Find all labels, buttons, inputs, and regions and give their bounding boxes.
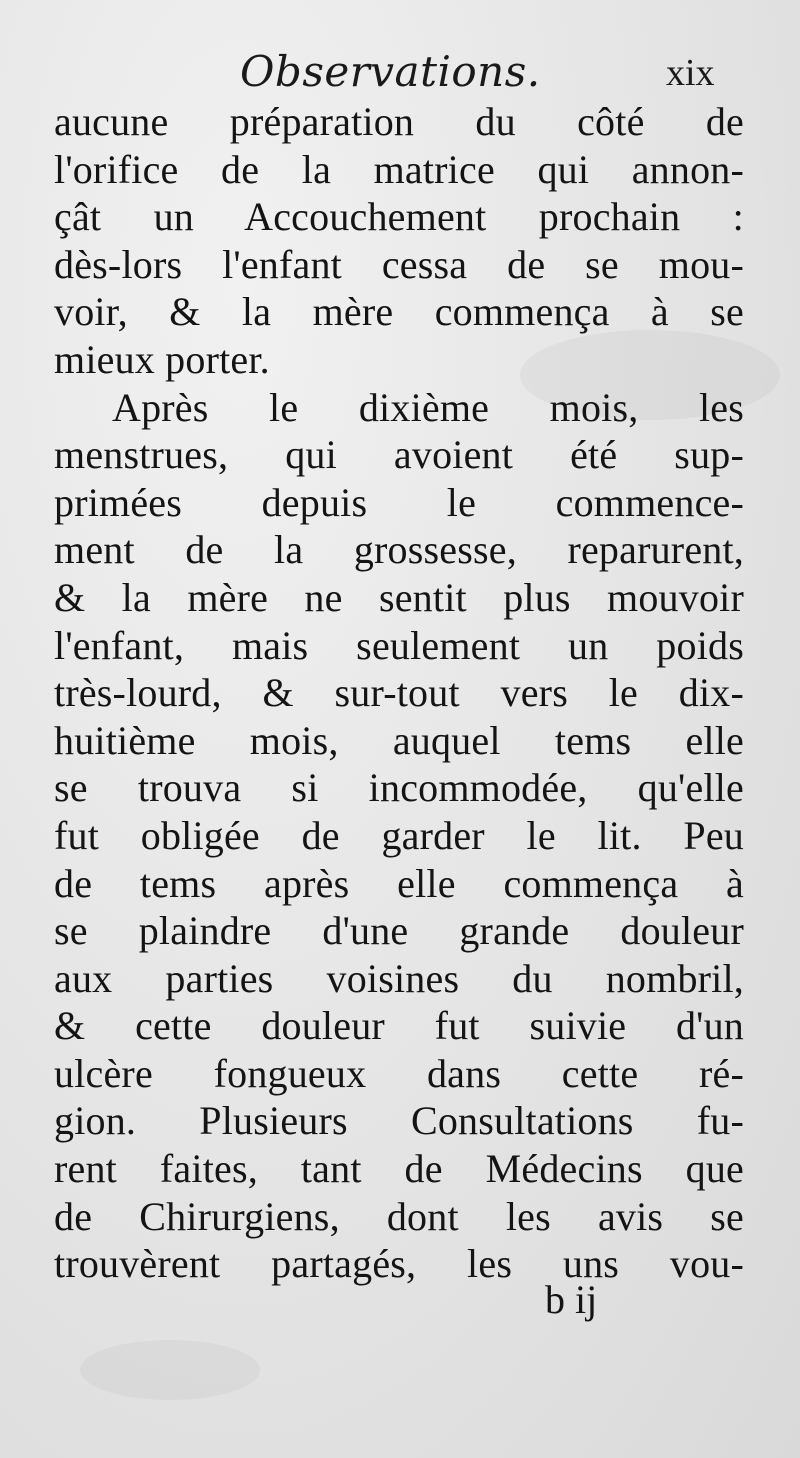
text-line: se trouva si incommodée, qu'elle (54, 765, 744, 811)
page-header (0, 42, 800, 102)
text-line: primées depuis le commence- (54, 479, 744, 525)
text-line: l'orifice de la matrice qui annon- (54, 146, 744, 192)
text-line: & la mère ne sentit plus mouvoir (54, 574, 744, 620)
text-line: voir, & la mère commença à se (54, 289, 744, 335)
text-line: aux parties voisines du nombril, (54, 955, 744, 1001)
text-line: fut obligée de garder le lit. Peu (54, 812, 744, 858)
body-text (54, 98, 744, 1288)
signature-mark: b ij (545, 1277, 598, 1322)
text-line: gion. Plusieurs Consultations fu- (54, 1098, 744, 1144)
page-number: xix (666, 52, 715, 94)
text-line: ulcère fongueux dans cette ré- (54, 1050, 744, 1096)
text-line: l'enfant, mais seulement un poids (54, 622, 744, 668)
text-line: de Chirurgiens, dont les avis se (54, 1193, 744, 1239)
text-line: très-lourd, & sur-tout vers le dix- (54, 670, 744, 716)
paper-stain (80, 1340, 260, 1400)
text-line: se plaindre d'une grande douleur (54, 908, 744, 954)
text-line: trouvèrent partagés, les uns vou- (54, 1241, 744, 1287)
running-title: Observations. (240, 47, 541, 96)
text-line: & cette douleur fut suivie d'un (54, 1003, 744, 1049)
text-line: de tems après elle commença à (54, 860, 744, 906)
text-line: aucune préparation du côté de (54, 99, 744, 144)
text-line: mieux porter. (54, 336, 270, 382)
text-line: çât un Accouchement prochain : (54, 194, 744, 240)
text-line: rent faites, tant de Médecins que (54, 1146, 744, 1192)
text-line: ment de la grossesse, reparurent, (54, 527, 744, 573)
text-line: dès-lors l'enfant cessa de se mou- (54, 241, 744, 287)
text-line: Après le dixième mois, les (112, 384, 744, 430)
text-line: menstrues, qui avoient été sup- (54, 432, 744, 478)
text-line: huitième mois, auquel tems elle (54, 717, 744, 763)
